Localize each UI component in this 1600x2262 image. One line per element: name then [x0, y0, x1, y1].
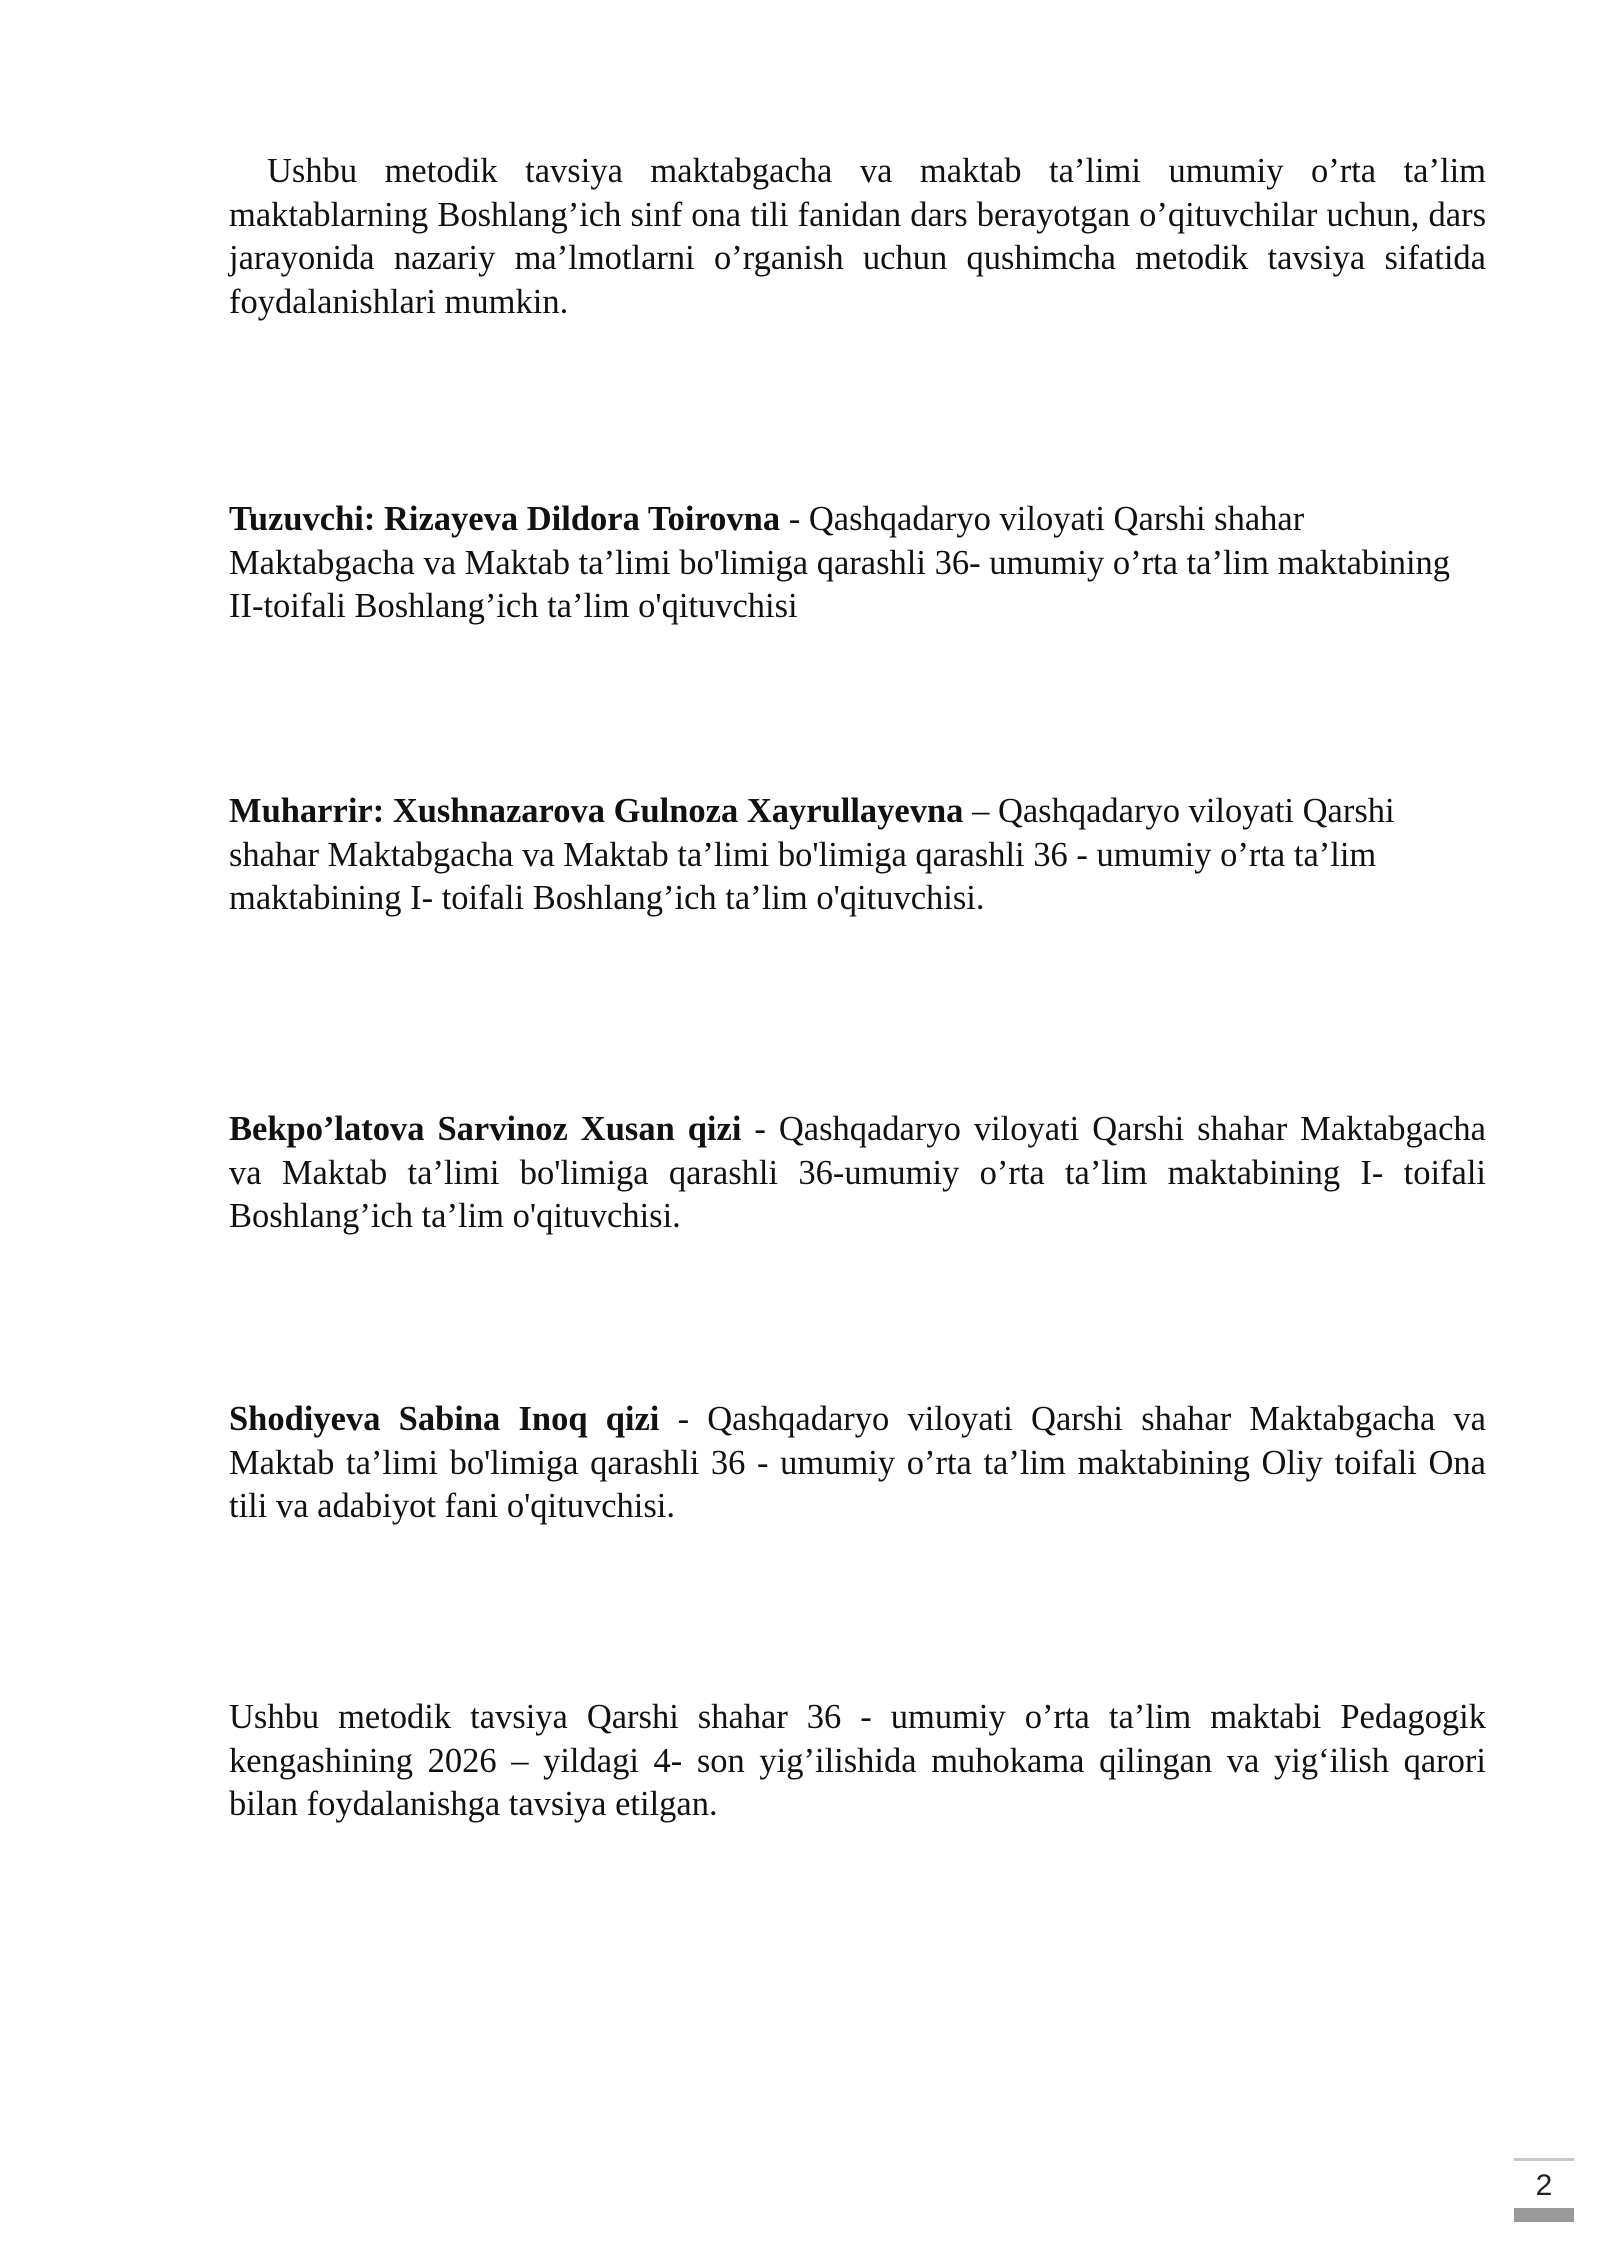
- page-number-top-rule: [1514, 2158, 1574, 2161]
- intro-paragraph: Ushbu metodik tavsiya maktabgacha va maktab ta’limi umumiy o’rta ta’lim maktablarning Boshlang’ich sinf ona tili fanidan dars berayotgan o’qituvchilar uchun, dars jarayonida nazariy ma’lmotlarni o’rganish uchun qushimcha metodik tavsiya sifatida foydalanishlari mumkin.: [229, 152, 1486, 321]
- page-number-bar: [1514, 2208, 1574, 2222]
- page-number: 2: [1535, 2169, 1553, 2202]
- contributor-name-bekpolatova: Bekpo’latova Sarvinoz Xusan qizi: [229, 1110, 742, 1148]
- contributor-separator-bekpolatova: -: [741, 1110, 779, 1148]
- compiler-paragraph: [229, 498, 1486, 629]
- editor-description: Qashqadaryo viloyati Qarshi shahar Maktabgacha va Maktab ta’limi bo'limiga qarashli 36 - umumiy o’rta ta’lim maktabining I- toifali Boshlang’ich ta’lim o'qituvchisi.: [229, 792, 1395, 917]
- contributor-separator-shodiyeva: -: [659, 1400, 708, 1438]
- contributor-description-bekpolatova: Qashqadaryo viloyati Qarshi shahar Maktabgacha va Maktab ta’limi bo'limiga qarashli 36-umumiy o’rta ta’lim maktabining I- toifali Boshlang’ich ta’lim o'qituvchisi.: [229, 1110, 1486, 1235]
- compiler-separator: -: [780, 500, 809, 538]
- contributor-name-shodiyeva: Shodiyeva Sabina Inoq qizi: [229, 1400, 660, 1438]
- compiler-name: Tuzuvchi: Rizayeva Dildora Toirovna: [229, 500, 781, 538]
- contributor-paragraph-shodiyeva: [229, 1398, 1486, 1529]
- contributor-paragraph-bekpolatova: [229, 1108, 1486, 1239]
- editor-paragraph: [229, 790, 1486, 921]
- approval-paragraph: Ushbu metodik tavsiya Qarshi shahar 36 - umumiy o’rta ta’lim maktabi Pedagogik kengashining 2026 – yildagi 4- son yig’ilishida muhokama qilingan va yig‘ilish qarori bilan foydalanishga tavsiya etilgan.: [229, 1698, 1486, 1823]
- page-number-box: [1514, 2158, 1574, 2222]
- compiler-description: Qashqadaryo viloyati Qarshi shahar Maktabgacha va Maktab ta’limi bo'limiga qarashli 36- umumiy o’rta ta’lim maktabining II-toifali Boshlang’ich ta’lim o'qituvchisi: [229, 500, 1451, 625]
- editor-separator: –: [963, 792, 998, 830]
- contributor-description-shodiyeva: Qashqadaryo viloyati Qarshi shahar Maktabgacha va Maktab ta’limi bo'limiga qarashli 36 - umumiy o’rta ta’lim maktabining Oliy toifali Ona tili va adabiyot fani o'qituvchisi.: [229, 1400, 1486, 1525]
- editor-name: Muharrir: Xushnazarova Gulnoza Xayrullayevna: [229, 792, 964, 830]
